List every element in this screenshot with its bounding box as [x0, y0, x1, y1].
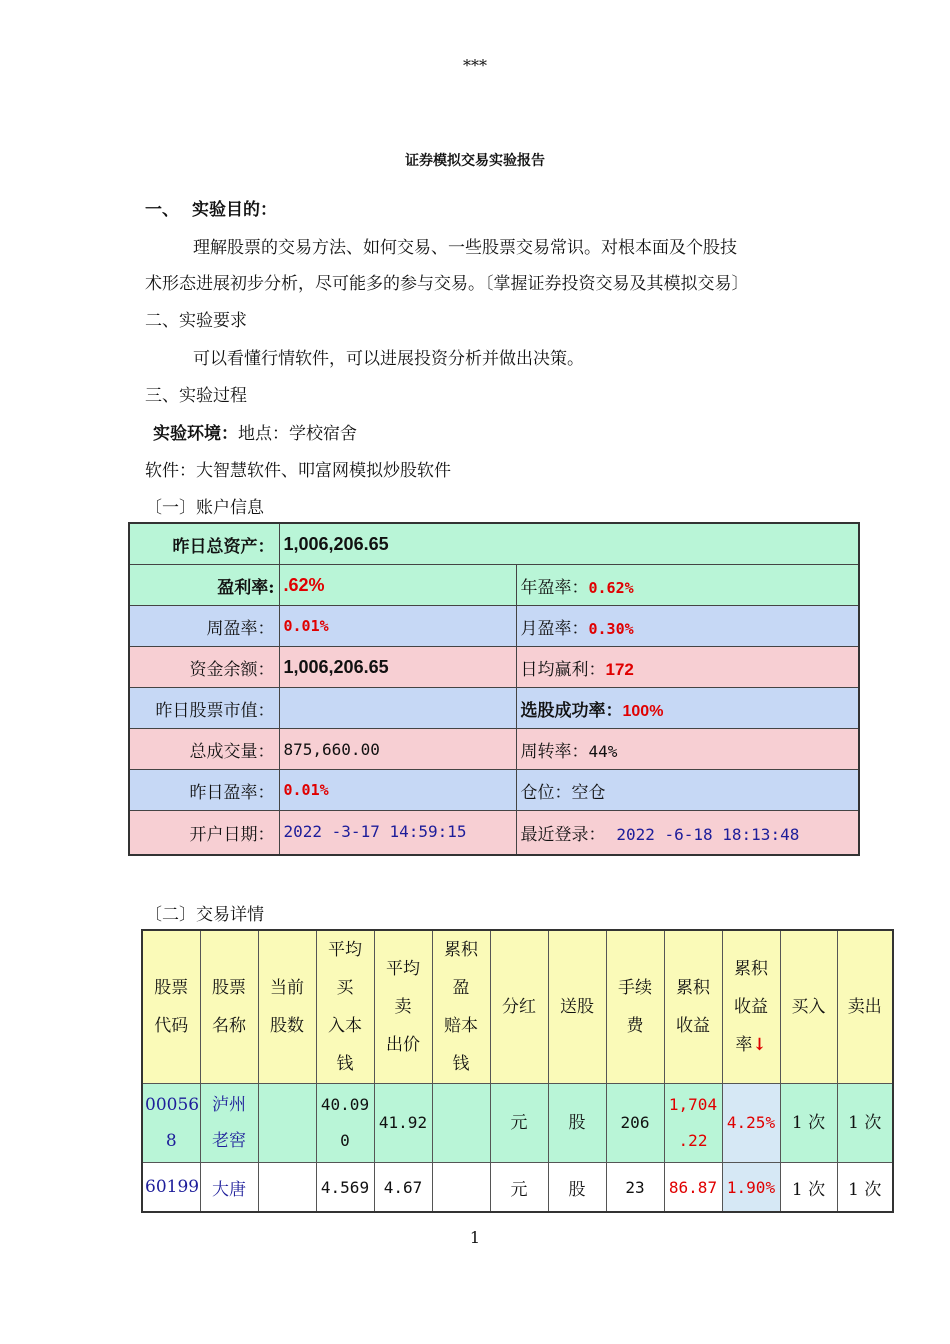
header-text-line: 出价	[386, 1035, 420, 1055]
cell-current-shares	[258, 1163, 316, 1213]
header-text-line: 送股	[560, 997, 594, 1017]
open-date-cell	[279, 811, 516, 855]
cell-text-line: 泸州	[212, 1095, 246, 1115]
header-text-line: 累积	[676, 978, 710, 998]
daily-profit-cell	[516, 647, 859, 688]
success-rate-label: 选股成功率：	[520, 700, 623, 721]
cell-bonus-shares: 股	[548, 1084, 606, 1163]
annual-rate-label: 年盈率：	[520, 577, 589, 598]
sort-down-arrow-icon[interactable]: ↓	[752, 1035, 767, 1055]
cell-avg-sell-price: 4.67	[374, 1163, 432, 1213]
header-text-line: 股票	[212, 978, 246, 998]
profit-rate-cell	[279, 565, 516, 606]
cash-label: 资金余额：	[129, 647, 279, 688]
header-text-line: 当前	[270, 978, 304, 998]
stock-value-label: 昨日股票市值：	[129, 688, 279, 729]
header-stock-name	[200, 930, 258, 1084]
header-text-line: 买	[336, 978, 354, 998]
header-avg-buy-cost	[316, 930, 374, 1084]
header-avg-sell-price	[374, 930, 432, 1084]
cell-stock-name	[200, 1084, 258, 1163]
cell-text-line: 00056	[145, 1095, 200, 1115]
cash-value: 1,006,206.65	[279, 647, 516, 688]
header-text-line: 平均	[328, 940, 362, 960]
monthly-rate-label: 月盈率：	[520, 618, 589, 639]
last-login-value: 2022 -6-18 18:13:48	[616, 824, 800, 844]
success-rate-value: 100%	[622, 702, 664, 720]
header-text-line: 费	[626, 1016, 644, 1036]
header-text-line: 赔本	[444, 1016, 478, 1036]
subsection-trade-details: 〔二〕交易详情	[145, 905, 264, 925]
annual-rate-value: 0.62%	[588, 578, 634, 597]
header-text-line: 手续	[618, 978, 652, 998]
daily-profit-label: 日均赢利：	[520, 659, 606, 680]
cell-bonus-shares: 股	[548, 1163, 606, 1213]
header-text-line: 代码	[154, 1016, 189, 1036]
yesterday-rate-cell	[279, 770, 516, 811]
turnover-label: 周转率：	[520, 741, 589, 762]
cell-dividend: 元	[490, 1084, 548, 1163]
header-buy	[780, 930, 837, 1084]
header-text-line: 股票	[154, 978, 189, 998]
yesterday-rate-value: 0.01%	[283, 781, 329, 799]
header-cum-income	[664, 930, 722, 1084]
volume-label: 总成交量：	[129, 729, 279, 770]
stock-value-value	[279, 688, 516, 729]
cell-current-shares	[258, 1084, 316, 1163]
document-title: 证券模拟交易实验报告	[405, 153, 545, 169]
success-rate-cell	[516, 688, 859, 729]
header-text-line: 盈	[452, 978, 470, 998]
yesterday-rate-label: 昨日盈率：	[129, 770, 279, 811]
table-row	[142, 1163, 893, 1213]
cell-avg-buy-cost	[316, 1084, 374, 1163]
cell-dividend: 元	[490, 1163, 548, 1213]
cell-avg-buy-cost	[316, 1163, 374, 1213]
header-text-line: 卖	[394, 997, 412, 1017]
position-cell	[516, 770, 859, 811]
subsection-account-info: 〔一〕账户信息	[145, 498, 264, 518]
header-text-line: 分红	[502, 997, 536, 1017]
position-value: 空仓	[571, 782, 606, 803]
account-row	[129, 523, 859, 565]
header-text-line: 收益	[676, 1016, 710, 1036]
turnover-value: 44%	[588, 741, 618, 761]
trade-header-row	[142, 930, 893, 1084]
monthly-rate-value: 0.30%	[588, 619, 634, 638]
weekly-rate-label: 周盈率：	[129, 606, 279, 647]
cell-text-line: 4.569	[320, 1177, 370, 1197]
section-1-number: 一、	[145, 200, 179, 220]
weekly-rate-cell	[279, 606, 516, 647]
cell-cum-income	[664, 1084, 722, 1163]
environment-value: 地点：学校宿舍	[238, 424, 357, 444]
header-stock-code	[142, 930, 200, 1084]
cell-sell: 1 次	[837, 1163, 893, 1213]
section-1-paragraph-line-2: 术形态进展初步分析，尽可能多的参与交易。〔掌握证券投资交易及其模拟交易〕	[145, 274, 749, 294]
section-1-heading: 实验目的：	[192, 200, 277, 220]
profit-rate-label: 盈利率:	[129, 565, 279, 606]
account-row	[129, 688, 859, 729]
cell-sell: 1 次	[837, 1084, 893, 1163]
position-label: 仓位：	[520, 782, 572, 803]
account-row	[129, 647, 859, 688]
cell-text-line: 60199	[145, 1177, 200, 1197]
account-row	[129, 729, 859, 770]
section-1-paragraph-line-1: 理解股票的交易方法、如何交易、一些股票交易常识。对根本面及个股技	[193, 238, 737, 258]
cell-avg-sell-price: 41.92	[374, 1084, 432, 1163]
cell-fee: 206	[606, 1084, 664, 1163]
annual-rate-cell	[516, 565, 859, 606]
cell-text-line: 40.09	[320, 1095, 370, 1114]
account-row	[129, 770, 859, 811]
turnover-cell	[516, 729, 859, 770]
header-bonus-shares	[548, 930, 606, 1084]
open-date-value: 2022 -3-17 14:59:15	[283, 822, 467, 842]
header-text-line: 率	[735, 1035, 753, 1055]
header-text-line: 股数	[270, 1016, 304, 1036]
cell-text-line: 1,704	[668, 1095, 718, 1114]
cell-cum-income-rate: 1.90%	[722, 1163, 780, 1213]
open-date-label: 开户日期：	[129, 811, 279, 855]
cell-fee: 23	[606, 1163, 664, 1213]
section-2-paragraph: 可以看懂行情软件，可以进展投资分析并做出决策。	[193, 349, 584, 369]
header-cum-income-rate	[722, 930, 780, 1084]
daily-profit-value: 172	[605, 659, 634, 679]
cell-cum-pl-cost	[432, 1163, 490, 1213]
trade-body	[142, 1084, 893, 1213]
last-login-cell	[516, 811, 859, 855]
yesterday-total-value: 1,006,206.65	[279, 523, 859, 565]
header-sell	[837, 930, 893, 1084]
cell-stock-code	[142, 1163, 200, 1213]
cell-text-line: 0	[340, 1131, 350, 1150]
header-text-line: 钱	[336, 1054, 354, 1074]
environment-label: 实验环境：	[153, 424, 238, 444]
page-number: 1	[469, 1228, 481, 1247]
weekly-rate-value: 0.01%	[283, 617, 329, 635]
cell-cum-income-rate: 4.25%	[722, 1084, 780, 1163]
section-3-heading: 三、实验过程	[145, 386, 247, 406]
cell-text-line: .22	[678, 1131, 708, 1150]
cell-buy: 1 次	[780, 1163, 837, 1213]
header-text-line: 钱	[452, 1054, 470, 1074]
profit-rate-value: .62%	[283, 574, 325, 595]
cell-cum-income	[664, 1163, 722, 1213]
section-2-heading: 二、实验要求	[145, 311, 247, 331]
table-row	[142, 1084, 893, 1163]
trade-details-table	[141, 929, 894, 1213]
account-info-table	[128, 522, 860, 856]
header-dividend	[490, 930, 548, 1084]
header-text-line: 买入	[791, 997, 826, 1017]
cell-buy: 1 次	[780, 1084, 837, 1163]
cell-stock-name	[200, 1163, 258, 1213]
header-text-line: 卖出	[847, 997, 882, 1017]
cell-text-line: 老窖	[212, 1131, 246, 1151]
header-current-shares	[258, 930, 316, 1084]
header-mark: ***	[463, 56, 487, 75]
header-text-line: 入本	[328, 1016, 362, 1036]
cell-text-line: 大唐	[212, 1179, 246, 1200]
header-cum-pl-cost	[432, 930, 490, 1084]
header-text-line: 平均	[386, 959, 420, 979]
volume-value: 875,660.00	[279, 729, 516, 770]
cell-stock-code	[142, 1084, 200, 1163]
header-fee	[606, 930, 664, 1084]
environment-line	[153, 419, 357, 444]
header-text-line: 名称	[212, 1016, 246, 1036]
account-row	[129, 565, 859, 606]
last-login-label: 最近登录：	[520, 824, 606, 845]
header-text-line: 收益	[734, 997, 768, 1017]
software-line: 软件：大智慧软件、叩富网模拟炒股软件	[145, 461, 451, 481]
account-row	[129, 606, 859, 647]
monthly-rate-cell	[516, 606, 859, 647]
yesterday-total-label: 昨日总资产：	[129, 523, 279, 565]
header-text-line: 累积	[734, 959, 768, 979]
cell-cum-pl-cost	[432, 1084, 490, 1163]
cell-text-line: 86.87	[668, 1177, 718, 1197]
header-text-line: 累积	[444, 940, 478, 960]
account-row	[129, 811, 859, 855]
cell-text-line: 8	[165, 1131, 177, 1151]
